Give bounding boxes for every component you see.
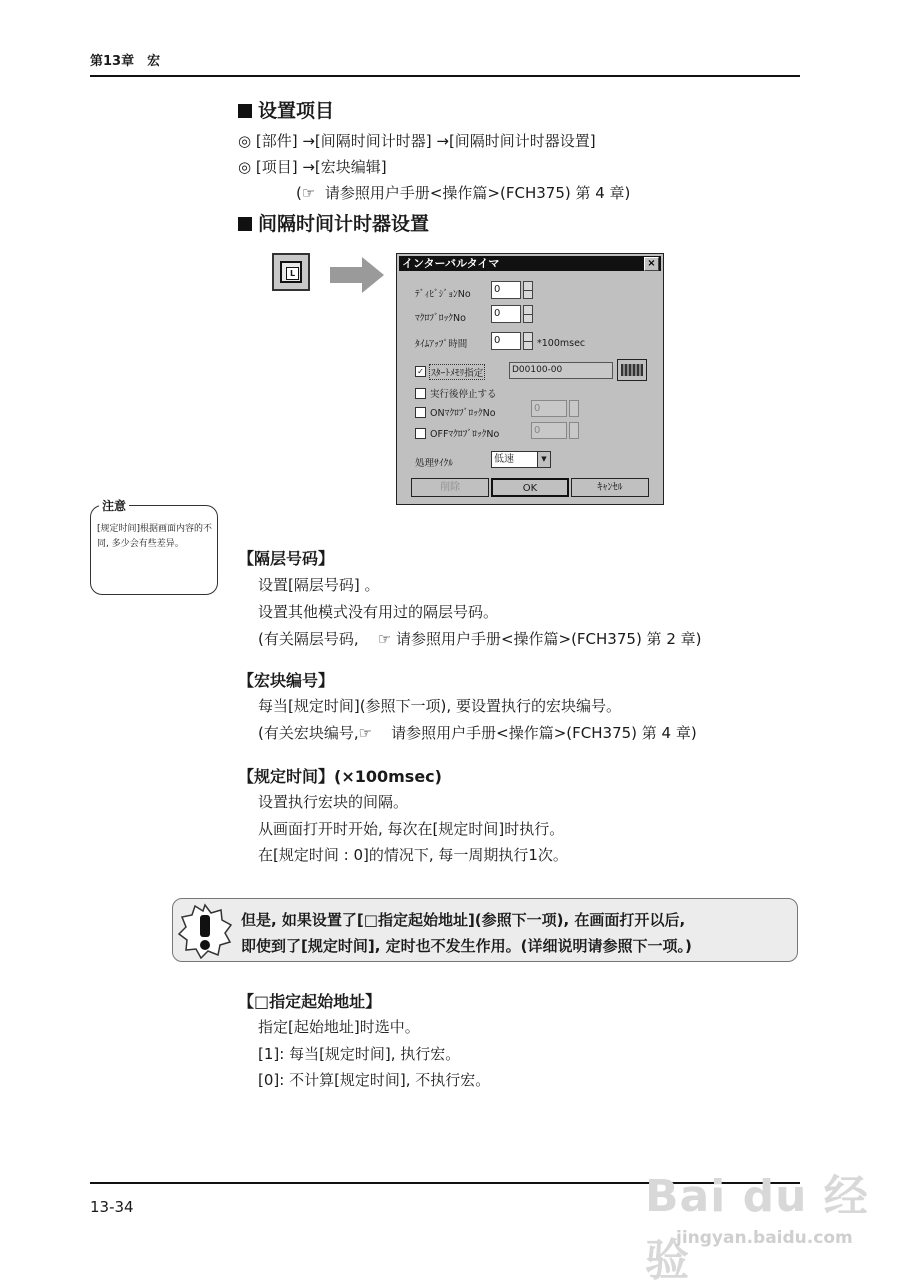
- close-icon[interactable]: ×: [644, 257, 659, 271]
- off-macro-spinner[interactable]: [569, 422, 579, 439]
- on-macro-checkbox[interactable]: [415, 407, 426, 418]
- macro-block-spinner[interactable]: [523, 305, 533, 323]
- pointing-hand-icon: ☞: [358, 724, 373, 742]
- time-line-1: 设置执行宏块的间隔。: [258, 793, 409, 811]
- ok-button[interactable]: OK: [491, 478, 569, 497]
- division-input[interactable]: 0: [491, 281, 521, 299]
- layer-line-2: 设置其他模式没有用过的隔层号码。: [258, 603, 499, 621]
- on-macro-label: ONﾏｸﾛﾌﾞﾛｯｸNo: [430, 408, 496, 419]
- start-memory-address[interactable]: D00100-00: [509, 362, 613, 379]
- start-addr-line-3: [0]: 不计算[规定时间], 不执行宏。: [258, 1071, 491, 1089]
- note-text: [规定时间]根据画面内容的不同, 多少会有些差异。: [97, 524, 213, 549]
- cancel-button[interactable]: ｷｬﾝｾﾙ: [571, 478, 649, 497]
- page-number: 13-34: [90, 1198, 134, 1216]
- macro-block-label: ﾏｸﾛﾌﾞﾛｯｸNo: [415, 313, 466, 324]
- stop-after-label: 実行後停止する: [430, 389, 497, 400]
- timeup-unit: *100msec: [537, 338, 586, 349]
- macro-block-input[interactable]: 0: [491, 305, 521, 323]
- timeup-label: ﾀｲﾑｱｯﾌﾟ時間: [415, 339, 468, 350]
- off-macro-checkbox[interactable]: [415, 428, 426, 439]
- note-box: [90, 499, 218, 595]
- exclamation-icon: [177, 903, 233, 959]
- warning-box: [172, 898, 798, 962]
- off-macro-label: OFFﾏｸﾛﾌﾞﾛｯｸNo: [430, 429, 500, 440]
- pointing-hand-icon: ☞: [301, 184, 316, 202]
- layer-line-1: 设置[隔层号码] 。: [258, 576, 380, 594]
- interval-timer-dialog: [396, 253, 664, 505]
- keypad-button[interactable]: [617, 359, 647, 381]
- reference-manual-1: (☞ 请参照用户手册<操作篇>(FCH375) 第 4 章): [296, 184, 631, 202]
- section-title-timer-settings: 间隔时间计时器设置: [238, 209, 429, 236]
- note-title: 注意: [99, 497, 129, 514]
- off-macro-input[interactable]: 0: [531, 422, 567, 439]
- chevron-down-icon: ▼: [537, 452, 550, 467]
- on-macro-input[interactable]: 0: [531, 400, 567, 417]
- division-label: ﾃﾞｨﾋﾞｼﾞｮﾝNo: [415, 289, 471, 300]
- menu-path-1: ◎ [部件] →[间隔时间计时器] →[间隔时间计时器设置]: [238, 132, 596, 150]
- warning-text: 但是, 如果设置了[□指定起始地址](参照下一项), 在画面打开以后, 即使到了[规定时间], 定时也不发生作用。(详细说明请参照下一项。): [241, 911, 692, 955]
- time-line-3: 在[规定时间 : 0]的情况下, 每一周期执行1次。: [258, 846, 568, 864]
- section-title-settings: 设置项目: [238, 96, 334, 123]
- time-line-2: 从画面打开时开始, 每次在[规定时间]时执行。: [258, 820, 565, 838]
- right-arrow-icon: [330, 257, 386, 293]
- pointing-hand-icon: ☞: [377, 630, 392, 648]
- start-memory-label: ｽﾀｰﾄﾒﾓﾘ指定: [429, 364, 485, 380]
- dialog-titlebar: インターバルタイマ ×: [399, 256, 661, 271]
- division-spinner[interactable]: [523, 281, 533, 299]
- interval-timer-tool-icon[interactable]: L: [272, 253, 310, 291]
- baidu-watermark-url: jingyan.baidu.com: [676, 1228, 853, 1248]
- square-bullet-icon: [238, 104, 252, 118]
- start-memory-checkbox[interactable]: ✓: [415, 366, 426, 377]
- chapter-header: 第13章 宏: [90, 54, 161, 69]
- layer-reference: (有关隔层号码, ☞ 请参照用户手册<操作篇>(FCH375) 第 2 章): [258, 630, 702, 648]
- header-rule: [90, 75, 800, 77]
- time-title: 【规定时间】(×100msec): [238, 767, 442, 786]
- baidu-watermark-logo: Bai du 经验: [645, 1171, 869, 1286]
- menu-path-2: ◎ [项目] →[宏块编辑]: [238, 158, 387, 176]
- delete-button[interactable]: 削除: [411, 478, 489, 497]
- cycle-select[interactable]: 低速 ▼: [491, 451, 551, 468]
- layer-title: 【隔层号码】: [238, 549, 335, 568]
- timeup-spinner[interactable]: [523, 332, 533, 350]
- keypad-icon: [621, 364, 643, 376]
- macro-line-1: 每当[规定时间](参照下一项), 要设置执行的宏块编号。: [258, 697, 621, 715]
- macro-title: 【宏块编号】: [238, 671, 335, 690]
- start-addr-line-2: [1]: 每当[规定时间], 执行宏。: [258, 1045, 461, 1063]
- cycle-label: 処理ｻｲｸﾙ: [415, 458, 454, 469]
- start-addr-title: 【□指定起始地址】: [238, 992, 382, 1011]
- start-addr-line-1: 指定[起始地址]时选中。: [258, 1018, 420, 1036]
- on-macro-spinner[interactable]: [569, 400, 579, 417]
- macro-reference: (有关宏块编号,☞ 请参照用户手册<操作篇>(FCH375) 第 4 章): [258, 724, 697, 742]
- stop-after-checkbox[interactable]: [415, 388, 426, 399]
- timeup-input[interactable]: 0: [491, 332, 521, 350]
- square-bullet-icon: [238, 217, 252, 231]
